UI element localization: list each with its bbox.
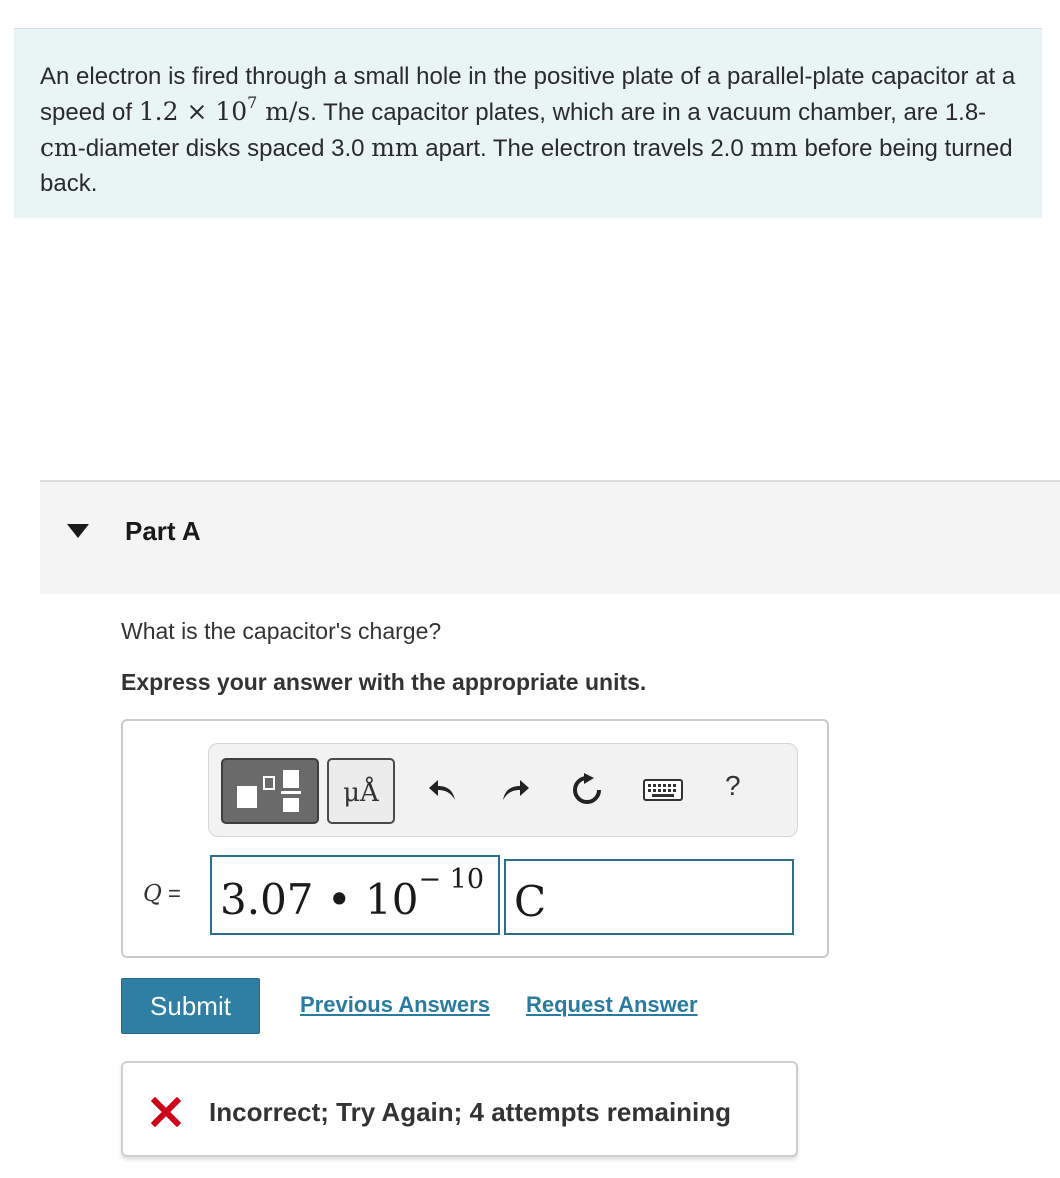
feedback-text: Incorrect; Try Again; 4 attempts remaining	[209, 1097, 732, 1127]
variable-q: Q	[143, 881, 162, 907]
problem-text-5: before being turned back.	[40, 135, 1013, 197]
unit-mm-travel: mm	[750, 133, 798, 162]
keyboard-icon[interactable]	[641, 770, 685, 810]
collapse-triangle-icon[interactable]	[67, 524, 89, 538]
unit-input[interactable]	[504, 859, 794, 935]
previous-answers-link[interactable]: Previous Answers	[300, 992, 490, 1017]
unit-mm-spacing: mm	[371, 133, 419, 162]
answer-variable-label	[143, 881, 181, 907]
problem-text-3: -diameter disks spaced 3.0	[77, 135, 372, 162]
equals-sign: =	[167, 881, 181, 906]
request-answer-link[interactable]: Request Answer	[526, 992, 698, 1017]
templates-button[interactable]	[221, 758, 319, 824]
incorrect-x-icon	[151, 1097, 181, 1132]
answer-instructions: Express your answer with the appropriate units.	[121, 669, 647, 695]
feedback-message-box	[121, 1061, 798, 1157]
undo-icon[interactable]	[423, 770, 463, 810]
reset-icon[interactable]	[567, 770, 607, 810]
part-title: Part A	[125, 516, 201, 546]
problem-text-1: An electron is fired through a small hole in the positive plate of a parallel-plate capacitor at a speed of	[40, 63, 1016, 126]
answer-panel	[121, 719, 829, 958]
math-toolbar	[208, 743, 798, 837]
redo-icon[interactable]	[495, 770, 535, 810]
units-icon: μÅ	[343, 778, 379, 808]
help-icon[interactable]: ?	[725, 770, 741, 801]
unit-cm: cm	[40, 133, 78, 162]
value-exponent: − 10	[418, 864, 484, 895]
unit-value: C	[514, 877, 547, 926]
question-text: What is the capacitor's charge?	[121, 618, 442, 644]
part-a-header[interactable]	[40, 480, 1060, 594]
value-mantissa: 3.07 • 10	[220, 875, 419, 924]
problem-text-2: . The capacitor plates, which are in a vacuum chamber, are 1.8-	[310, 99, 987, 126]
speed-value: $1.2 \times 10^7$ m/s	[138, 93, 311, 126]
submit-button[interactable]: Submit	[121, 978, 260, 1034]
units-button[interactable]	[327, 758, 395, 824]
problem-text-4: apart. The electron travels 2.0	[418, 135, 751, 162]
problem-statement	[14, 28, 1042, 218]
value-input[interactable]	[210, 855, 500, 935]
speed-exponent: 7	[247, 93, 258, 112]
